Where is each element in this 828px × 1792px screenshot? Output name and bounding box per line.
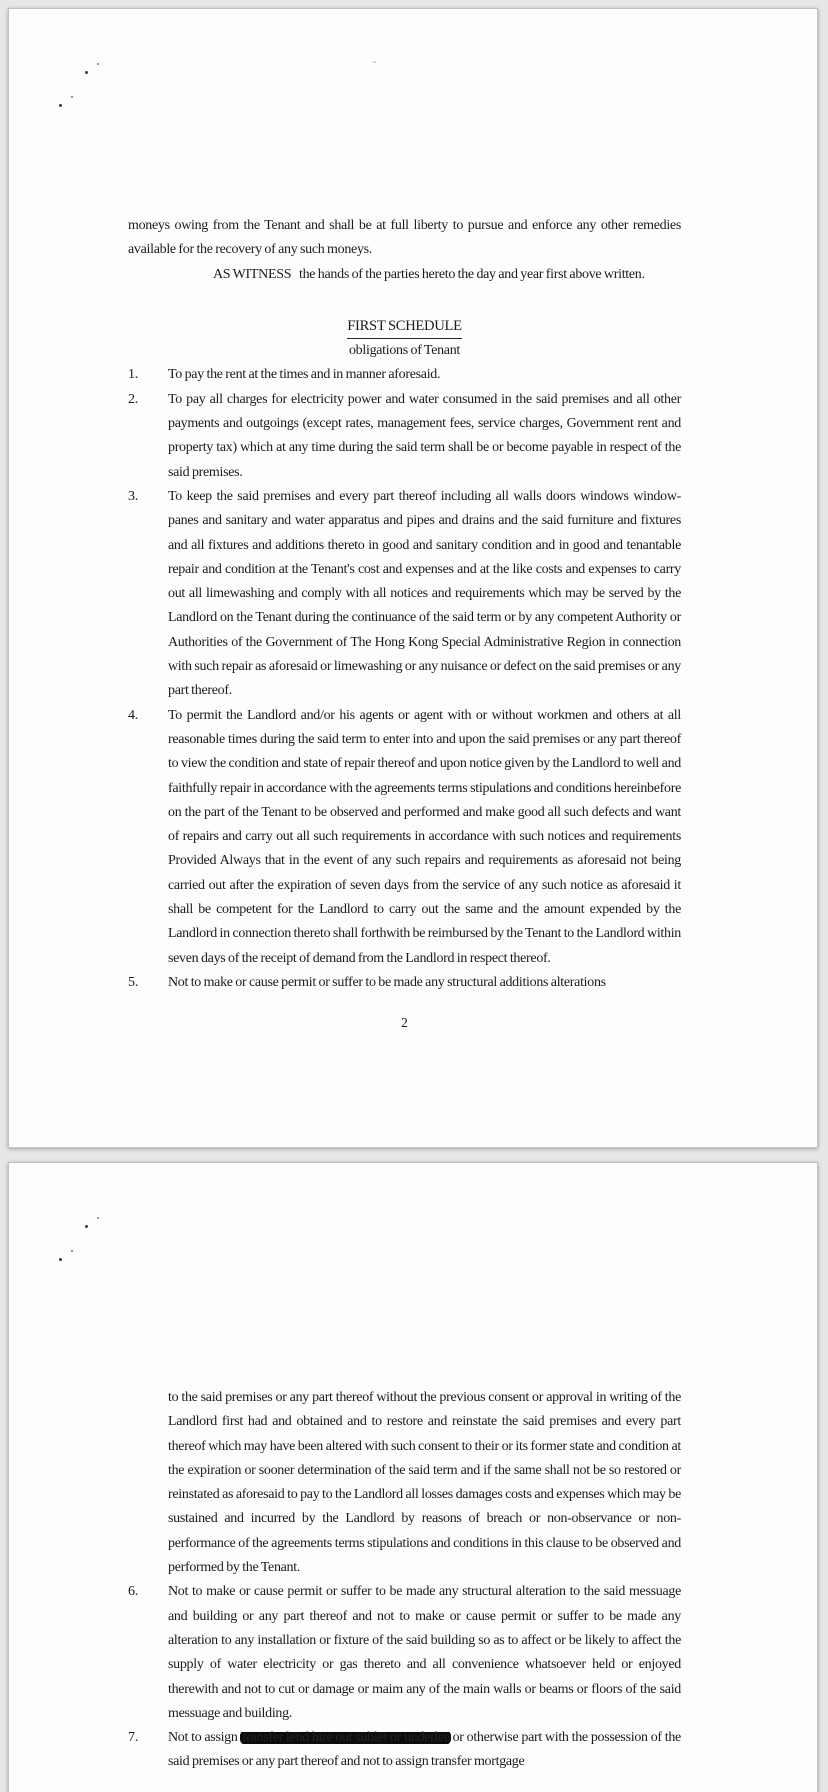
paragraph-remedies: moneys owing from the Tenant and shall be at full liberty to pursue and enforce any other remedies available for the recovery of any such moneys. — [128, 218, 681, 258]
item-number: 5. — [128, 974, 138, 990]
item7-prefix: Not to assign — [168, 1730, 238, 1746]
item-text: To pay all charges for electricity power and water consumed in the said premises and all other payments and outgoings (except rates, management fees, service charges, Government rent and property tax) which at any time during the said term shall be or become payable in respect of the said premises. — [168, 391, 681, 480]
item-text: To permit the Landlord and/or his agents or agent with or without workmen and others at all reasonable times during the said term to enter into and upon the said premises or any part thereof to view the condition and state of repair thereof and upon notice given by the Landlord to well and faithfully repair in accordance with the agreements terms stipulations and conditions hereinbefore on the part of the Tenant to be observed and performed and make good all such defects and want of repairs and carry out all such requirements in accordance with such notices and requirements Provided Always that in the event of any such repairs and requirements as aforesaid not being carried out after the expiration of seven days from the service of any such notice as aforesaid it shall be competent for the Landlord to carry out the same and the amount expended by the Landlord in connection thereto shall forthwith be reimbursed by the Tenant to the Landlord within seven days of the receipt of demand from the Landlord in respect thereof. — [168, 707, 681, 966]
item-number: 3. — [128, 488, 138, 504]
page-1-content — [9, 9, 817, 1147]
item7-suffix: or otherwise part with the possession of the said premises or any part thereof and not to assign transfer mortgage — [168, 1730, 681, 1770]
schedule-item-2 — [128, 388, 681, 485]
schedule-subheading: obligations of Tenant — [348, 343, 461, 359]
item-number: 7. — [128, 1730, 138, 1746]
page-2-content — [9, 1163, 817, 1792]
item-text: to the said premises or any part thereof without the previous consent or approval in writing of the Landlord first had and obtained and to restore and reinstate the said premises and every part thereof which may have been altered with such consent to their or its former state and condition at the expiration or sooner determination of the said term and if the same shall not be so restored or reinstated as aforesaid to pay to the Landlord all losses damages costs and expenses which may be sustained and incurred by the Landlord by reasons of breach or non-observance or non-performance of the agreements terms stipulations and conditions in this clause to be observed and performed by the Tenant. — [168, 1390, 681, 1576]
first-schedule-heading: FIRST SCHEDULE — [347, 314, 462, 339]
schedule-item-5-continuation — [128, 1386, 681, 1580]
schedule-item-7 — [128, 1726, 681, 1775]
item-number: 1. — [128, 367, 138, 383]
schedule-item-5 — [128, 971, 681, 995]
schedule-item-1 — [128, 363, 681, 387]
schedule-item-3 — [128, 485, 681, 704]
item-number: 2. — [128, 391, 138, 407]
page-number: 2 — [401, 1015, 408, 1031]
item-text — [168, 1726, 681, 1775]
schedule-heading-row — [128, 314, 681, 339]
item7-struck-out-text: transfer lend hire out sublet or underlet — [240, 1730, 451, 1745]
item-text: Not to make or cause permit or suffer to be made any structural alteration to the said messuage and building or any part thereof and not to make or cause permit or suffer to be made any alteration to any installation or fixture of the said building so as to affect or be likely to affect the supply of water electricity or gas thereto and all convenience whatsoever held or enjoyed therewith and not to cut or damage or maim any of the main walls or beams or floors of the said messuage and building. — [168, 1584, 681, 1721]
schedule-item-4 — [128, 704, 681, 971]
page-2 — [8, 1162, 818, 1792]
item-text: To pay the rent at the times and in manner aforesaid. — [168, 367, 441, 383]
paragraph-as-witness: AS WITNESS the hands of the parties hereto the day and year first above written. — [213, 266, 645, 282]
item-number: 4. — [128, 707, 138, 723]
item-number: 6. — [128, 1584, 138, 1600]
page-1 — [8, 8, 818, 1148]
schedule-item-6 — [128, 1580, 681, 1726]
item-text: To keep the said premises and every part thereof including all walls doors windows window-panes and sanitary and water apparatus and pipes and drains and the said furniture and fixtures and all fixtures and additions thereto in good and sanitary condition and in good and tenantable repair and condition at the Tenant's cost and expenses and at the like costs and expenses to carry out all limewashing and comply with all notices and requirements which may be served by the Landlord on the Tenant during the continuance of the said term or by any competent Authority or Authorities of the Government of The Hong Kong Special Administrative Region in connection with such repair as aforesaid or limewashing or any nuisance or defect on the said premises or any part thereof. — [168, 488, 681, 699]
item-text: Not to make or cause permit or suffer to be made any structural additions alterations — [168, 974, 606, 990]
